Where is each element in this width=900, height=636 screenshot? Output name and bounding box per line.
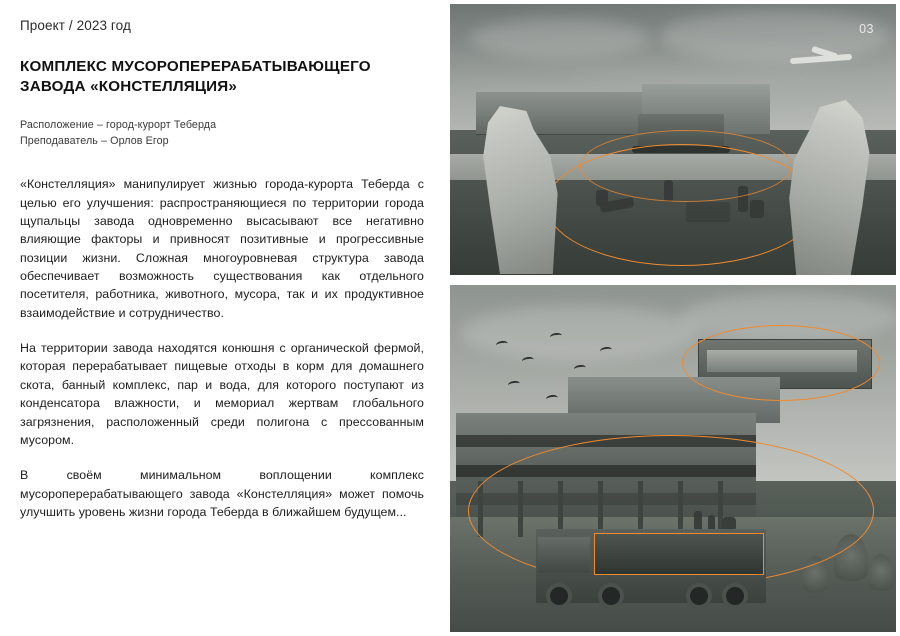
truck-wheel [546,583,572,609]
cloud-shape [460,305,700,361]
cloud-shape [470,18,650,58]
truck-wheel [686,583,712,609]
truck-cab [538,537,590,573]
project-meta [20,117,426,149]
text-column [0,0,448,636]
orange-overlay-arc [580,130,792,202]
truck-wheel [722,583,748,609]
dump-truck-shape [536,529,766,603]
meta-location: Расположение – город-курорт Теберда [20,119,217,132]
breadcrumb: Проект / 2023 год [20,18,131,33]
truck-wheel [598,583,624,609]
page-title: КОМПЛЕКС МУСОРОПЕРЕРАБАТЫВАЮЩЕГО ЗАВОДА «КОНСТЕЛЛЯЦИЯ» [20,58,371,96]
body-paragraph-1: «Констелляция» манипулирует жизнью города-курорта Теберда с целью его улучшения: распространяющиеся по территории города щупальцы завода одновременно высасывают все негативно влияющие факторы и привносят позитивные и прогрессивные позиции жизни. Сложная многоуровневая структура завода обеспечивает возможность существования как отдельного посетителя, работника, животного, мусора, так и их продуктивное взаимодействие и сотрудничество. [20,177,424,320]
truck-bed [594,533,764,575]
cloud-shape [660,10,890,62]
orange-overlay-arc [682,325,880,401]
plant-facade-and-dump-truck-render [450,285,896,632]
page-number: 03 [859,22,874,36]
body-paragraph-3: В своём минимальном воплощении комплекс мусороперерабатывающего завода «Констелляция» может помочь улучшить уровень жизни города Теберда в ближайшем будущем... [20,468,424,519]
body-paragraph-2: На территории завода находятся конюшня с органической фермой, которая перерабатывает пищевые отходы в корм для домашнего скота, банный комплекс, пар и вода, для которого поступают из конденсатора влажности, и мемориал жертвам глобального загрязнения, расположенный среди полигона с прессованным мусором. [20,341,424,447]
image-column [448,0,900,636]
horses-and-plant-render [450,4,896,275]
meta-supervisor: Преподаватель – Орлов Егор [20,135,169,148]
tree-shape [868,554,894,596]
